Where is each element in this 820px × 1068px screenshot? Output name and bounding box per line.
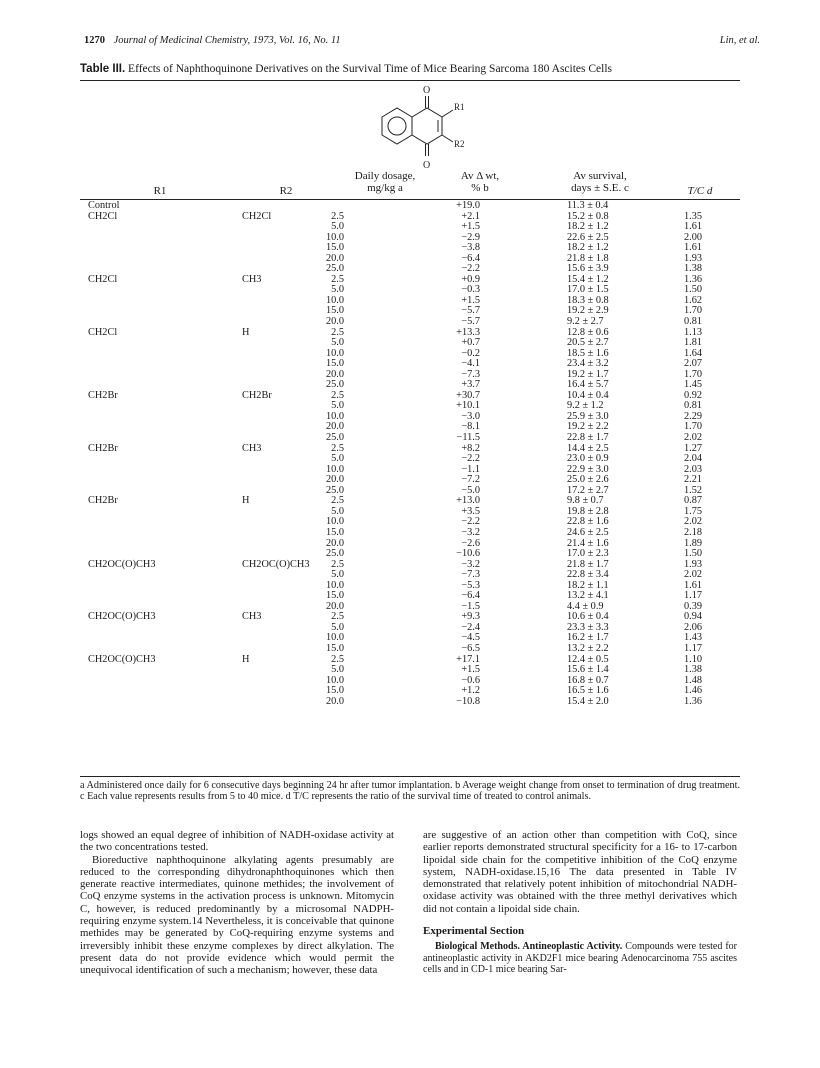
cell-wt: +2.1 — [461, 210, 480, 222]
table-row — [80, 370, 740, 381]
cell-wt: −10.6 — [456, 548, 480, 560]
cell-tc: 1.13 — [684, 326, 703, 338]
cell-tc: 1.36 — [684, 695, 703, 707]
table-row — [80, 496, 740, 507]
cell-r1: CH2Br — [88, 389, 118, 401]
page-number: 1270 — [84, 35, 105, 46]
oxygen-bottom-label: O — [423, 160, 431, 171]
cell-wt: +9.3 — [461, 611, 480, 623]
cell-surv: 9.8 ± 0.7 — [567, 495, 604, 507]
cell-r1: CH2Cl — [88, 326, 118, 338]
cell-tc: 2.29 — [684, 410, 703, 422]
cell-tc: 1.61 — [684, 242, 703, 254]
cell-surv: 16.2 ± 1.7 — [567, 632, 609, 644]
cell-r1: CH2OC(O)CH3 — [88, 611, 156, 623]
table-row — [80, 233, 740, 244]
cell-dose: 10.0 — [325, 294, 344, 306]
table-row — [80, 338, 740, 349]
cell-tc: 1.81 — [684, 337, 703, 349]
cell-dose: 5.0 — [331, 664, 344, 676]
table-row — [80, 465, 740, 476]
cell-dose: 10.0 — [325, 463, 344, 475]
cell-surv: 22.8 ± 3.4 — [567, 569, 609, 581]
cell-tc: 1.50 — [684, 284, 703, 296]
table-row — [80, 275, 740, 286]
benzene-ring — [382, 108, 412, 144]
cell-r1: CH2Br — [88, 495, 118, 507]
running-header — [84, 35, 760, 51]
cell-surv: 12.4 ± 0.5 — [567, 653, 609, 665]
cell-tc: 1.38 — [684, 263, 703, 275]
cell-dose: 20.0 — [325, 316, 344, 328]
cell-dose: 10.0 — [325, 231, 344, 243]
cell-r1: CH2Br — [88, 442, 118, 454]
cell-dose: 5.0 — [331, 453, 344, 465]
cell-surv: 16.5 ± 1.6 — [567, 685, 609, 697]
table-row — [80, 201, 740, 212]
cell-surv: 19.2 ± 1.7 — [567, 368, 609, 380]
table-row — [80, 328, 740, 339]
cell-surv: 15.4 ± 2.0 — [567, 695, 609, 707]
table-row — [80, 560, 740, 571]
cell-wt: −2.2 — [461, 453, 480, 465]
journal-citation: Journal of Medicinal Chemistry, 1973, Vol. 16, No. 11 — [113, 35, 341, 46]
cell-surv: 17.2 ± 2.7 — [567, 484, 609, 496]
table-row — [80, 391, 740, 402]
cell-wt: −2.6 — [461, 537, 480, 549]
cell-wt: −6.5 — [461, 642, 480, 654]
header-survival — [545, 170, 655, 194]
table-row — [80, 454, 740, 465]
right-paragraph-1: are suggestive of an action other than competition with CoQ, since earlier reports demonstrated structural specificity for a 16- to 17-carbon lipoidal side chain for the competitive inhibition of the CoQ enzyme system, NADH-oxidase.15,16 The data presented in Table IV demonstrated that relatively potent inhibition of mitochondrial NADH-oxidase activity was obtained with the three methyl derivatives which did not contain a lipoidal side chain. — [423, 829, 737, 915]
table-row — [80, 644, 740, 655]
table-row — [80, 602, 740, 613]
cell-dose: 5.0 — [331, 621, 344, 633]
cell-wt: +10.1 — [456, 400, 480, 412]
header-r2: R2 — [279, 185, 293, 197]
cell-tc: 1.62 — [684, 294, 703, 306]
cell-wt: +1.5 — [461, 294, 480, 306]
cell-dose: 25.0 — [325, 379, 344, 391]
table-row — [80, 623, 740, 634]
table-row — [80, 264, 740, 275]
cell-wt: +3.5 — [461, 505, 480, 517]
cell-r1: CH2OC(O)CH3 — [88, 558, 156, 570]
cell-surv: 21.8 ± 1.8 — [567, 252, 609, 264]
table-row — [80, 380, 740, 391]
cell-r1: Control — [88, 200, 120, 211]
cell-dose: 20.0 — [325, 600, 344, 612]
cell-dose: 25.0 — [325, 548, 344, 560]
cell-wt: −5.7 — [461, 305, 480, 317]
cell-dose: 5.0 — [331, 337, 344, 349]
cell-surv: 21.8 ± 1.7 — [567, 558, 609, 570]
cell-tc: 1.43 — [684, 632, 703, 644]
table-row — [80, 285, 740, 296]
cell-dose: 2.5 — [331, 389, 344, 401]
cell-surv: 22.8 ± 1.7 — [567, 432, 609, 444]
cell-wt: +30.7 — [456, 389, 480, 401]
header-survival-line1: Av survival, — [573, 170, 627, 182]
cell-tc: 0.81 — [684, 400, 703, 412]
cell-wt: −0.2 — [461, 347, 480, 359]
cell-surv: 19.2 ± 2.9 — [567, 305, 609, 317]
table-row — [80, 222, 740, 233]
cell-surv: 18.2 ± 1.1 — [567, 579, 609, 591]
cell-tc: 1.70 — [684, 305, 703, 317]
methods-label: Biological Methods. Antineoplastic Activity. — [435, 941, 623, 953]
header-tc: T/C d — [687, 185, 713, 197]
cell-tc: 1.93 — [684, 558, 703, 570]
cell-dose: 25.0 — [325, 432, 344, 444]
table-row — [80, 306, 740, 317]
cell-wt: −3.8 — [461, 242, 480, 254]
table-top-rule — [80, 80, 740, 81]
cell-surv: 16.4 ± 5.7 — [567, 379, 609, 391]
cell-tc: 1.50 — [684, 548, 703, 560]
cell-wt: −5.0 — [461, 484, 480, 496]
cell-dose: 20.0 — [325, 474, 344, 486]
table-bottom-rule — [80, 776, 740, 777]
cell-dose: 10.0 — [325, 410, 344, 422]
cell-tc: 1.17 — [684, 590, 703, 602]
cell-wt: −10.8 — [456, 695, 480, 707]
cell-tc: 1.38 — [684, 664, 703, 676]
cell-tc: 1.89 — [684, 537, 703, 549]
cell-surv: 10.6 ± 0.4 — [567, 611, 609, 623]
cell-surv: 18.2 ± 1.2 — [567, 242, 609, 254]
table-row — [80, 549, 740, 560]
table-row — [80, 401, 740, 412]
cell-tc: 2.00 — [684, 231, 703, 243]
cell-dose: 10.0 — [325, 674, 344, 686]
cell-dose: 5.0 — [331, 221, 344, 233]
cell-tc: 1.48 — [684, 674, 703, 686]
cell-r2: CH2OC(O)CH3 — [242, 558, 310, 570]
table-row — [80, 433, 740, 444]
cell-dose: 15.0 — [325, 642, 344, 654]
cell-wt: −1.5 — [461, 600, 480, 612]
r2-bond — [442, 135, 453, 142]
header-weight-line2: % b — [471, 182, 489, 194]
cell-dose: 10.0 — [325, 579, 344, 591]
cell-wt: −6.4 — [461, 252, 480, 264]
cell-tc: 0.92 — [684, 389, 703, 401]
cell-dose: 15.0 — [325, 305, 344, 317]
cell-wt: −3.0 — [461, 410, 480, 422]
cell-surv: 9.2 ± 1.2 — [567, 400, 604, 412]
cell-tc: 0.94 — [684, 611, 703, 623]
table-label: Table III. — [80, 63, 126, 75]
cell-wt: +17.1 — [456, 653, 480, 665]
methods-paragraph — [423, 941, 737, 976]
table-row — [80, 359, 740, 370]
table-row — [80, 317, 740, 328]
cell-wt: −0.6 — [461, 674, 480, 686]
cell-surv: 18.5 ± 1.6 — [567, 347, 609, 359]
cell-tc: 1.17 — [684, 642, 703, 654]
cell-surv: 9.2 ± 2.7 — [567, 316, 604, 328]
cell-surv: 23.0 ± 0.9 — [567, 453, 609, 465]
cell-surv: 18.3 ± 0.8 — [567, 294, 609, 306]
table-row — [80, 570, 740, 581]
table-row — [80, 655, 740, 666]
table-row — [80, 676, 740, 687]
cell-surv: 18.2 ± 1.2 — [567, 221, 609, 233]
cell-tc: 2.02 — [684, 432, 703, 444]
cell-surv: 16.8 ± 0.7 — [567, 674, 609, 686]
cell-dose: 2.5 — [331, 273, 344, 285]
cell-wt: −5.7 — [461, 316, 480, 328]
cell-surv: 15.2 ± 0.8 — [567, 210, 609, 222]
cell-wt: +13.3 — [456, 326, 480, 338]
oxygen-top-label: O — [423, 85, 431, 96]
cell-dose: 2.5 — [331, 495, 344, 507]
cell-dose: 5.0 — [331, 505, 344, 517]
cell-r2: CH3 — [242, 611, 262, 623]
cell-surv: 12.8 ± 0.6 — [567, 326, 609, 338]
cell-wt: −7.3 — [461, 368, 480, 380]
methods-text: Compounds were tested for antineoplastic activity in AKD2F1 mice bearing Adenocarcinoma 755 ascites cells and in CD-1 mice bearing Sar- — [423, 941, 737, 976]
cell-wt: +19.0 — [456, 200, 480, 211]
cell-surv: 22.6 ± 2.5 — [567, 231, 609, 243]
cell-wt: −2.4 — [461, 621, 480, 633]
left-paragraph-2: Bioreductive naphthoquinone alkylating agents presumably are reduced to the corresponding dihydronaphthoquinones which then generate reactive intermediates, quinone methides; the involvement of CoQ enzyme systems in the activation process is unknown. Mitomycin C, however, is reduced predominantly by a microsomal NADPH-requiring enzyme system.14 Nevertheless, it is conceivable that quinone methides may be generated by CoQ-requiring enzyme systems and irreversibly inhibit these enzyme complexes by direct alkylation. The present data do not provide evidence which would permit the unequivocal identification of such a mechanism; however, these data — [80, 853, 394, 977]
cell-wt: −3.2 — [461, 558, 480, 570]
header-weight — [440, 170, 520, 194]
cell-dose: 2.5 — [331, 611, 344, 623]
cell-dose: 20.0 — [325, 421, 344, 433]
table-row — [80, 349, 740, 360]
table-row — [80, 486, 740, 497]
cell-dose: 20.0 — [325, 695, 344, 707]
table-row — [80, 581, 740, 592]
cell-wt: +1.5 — [461, 664, 480, 676]
cell-r2: CH3 — [242, 442, 262, 454]
cell-r1: CH2OC(O)CH3 — [88, 653, 156, 665]
table-row — [80, 422, 740, 433]
cell-tc: 1.10 — [684, 653, 703, 665]
cell-tc: 1.46 — [684, 685, 703, 697]
cell-r1: CH2Cl — [88, 210, 118, 222]
cell-dose: 25.0 — [325, 263, 344, 275]
header-survival-line2: days ± S.E. c — [571, 182, 629, 194]
header-dosage-line2: mg/kg a — [367, 182, 403, 194]
cell-tc: 1.36 — [684, 273, 703, 285]
cell-dose: 10.0 — [325, 516, 344, 528]
cell-dose: 25.0 — [325, 484, 344, 496]
cell-dose: 2.5 — [331, 442, 344, 454]
cell-tc: 2.02 — [684, 569, 703, 581]
header-dosage-line1: Daily dosage, — [354, 170, 416, 182]
table-body — [80, 201, 740, 707]
cell-surv: 13.2 ± 2.2 — [567, 642, 609, 654]
header-weight-line1: Av Δ wt, — [460, 170, 500, 182]
cell-tc: 1.75 — [684, 505, 703, 517]
cell-r2: H — [242, 326, 250, 338]
cell-surv: 15.6 ± 1.4 — [567, 664, 609, 676]
cell-surv: 17.0 ± 2.3 — [567, 548, 609, 560]
cell-wt: +8.2 — [461, 442, 480, 454]
cell-tc: 2.18 — [684, 526, 703, 538]
cell-surv: 20.5 ± 2.7 — [567, 337, 609, 349]
cell-wt: +1.2 — [461, 685, 480, 697]
table-title — [80, 63, 612, 75]
cell-tc: 2.06 — [684, 621, 703, 633]
cell-surv: 13.2 ± 4.1 — [567, 590, 609, 602]
table-row — [80, 412, 740, 423]
table-caption: Effects of Naphthoquinone Derivatives on the Survival Time of Mice Bearing Sarcoma 180 Ascites Cells — [128, 63, 613, 75]
cell-dose: 2.5 — [331, 558, 344, 570]
left-paragraph-1: logs showed an equal degree of inhibition of NADH-oxidase activity at the two concentrations tested. — [80, 829, 394, 854]
cell-wt: −1.1 — [461, 463, 480, 475]
cell-tc: 1.35 — [684, 210, 703, 222]
cell-surv: 22.8 ± 1.6 — [567, 516, 609, 528]
cell-dose: 15.0 — [325, 358, 344, 370]
header-dosage — [330, 170, 440, 194]
cell-surv: 23.3 ± 3.3 — [567, 621, 609, 633]
cell-wt: −5.3 — [461, 579, 480, 591]
table-row — [80, 591, 740, 602]
cell-wt: −11.5 — [456, 432, 480, 444]
table-row — [80, 633, 740, 644]
cell-tc: 0.39 — [684, 600, 703, 612]
cell-tc: 2.03 — [684, 463, 703, 475]
cell-tc: 2.07 — [684, 358, 703, 370]
r1-label: R1 — [454, 102, 465, 112]
cell-tc: 1.27 — [684, 442, 703, 454]
cell-dose: 5.0 — [331, 569, 344, 581]
table-row — [80, 507, 740, 518]
r2-label: R2 — [454, 139, 465, 149]
cell-wt: −0.3 — [461, 284, 480, 296]
cell-wt: −6.4 — [461, 590, 480, 602]
cell-surv: 19.2 ± 2.2 — [567, 421, 609, 433]
cell-dose: 20.0 — [325, 252, 344, 264]
cell-dose: 15.0 — [325, 685, 344, 697]
cell-tc: 0.87 — [684, 495, 703, 507]
cell-surv: 19.8 ± 2.8 — [567, 505, 609, 517]
body-column-right — [423, 829, 737, 976]
header-r1: R1 — [153, 185, 167, 197]
cell-surv: 25.0 ± 2.6 — [567, 474, 609, 486]
table-footnote: a Administered once daily for 6 consecutive days beginning 24 hr after tumor implantation. b Average weight change from onset to termination of drug treatment. c Each value represents results from 5 to 40 mice. d T/C represents the ratio of the survival time of treated to control animals. — [80, 780, 740, 802]
cell-r2: CH2Cl — [242, 210, 272, 222]
cell-surv: 24.6 ± 2.5 — [567, 526, 609, 538]
running-authors: Lin, et al. — [719, 35, 760, 46]
table-row — [80, 528, 740, 539]
cell-r2: H — [242, 653, 250, 665]
r1-bond — [442, 110, 453, 117]
cell-r2: H — [242, 495, 250, 507]
cell-r2: CH3 — [242, 273, 262, 285]
body-column-left — [80, 829, 394, 977]
cell-tc: 1.70 — [684, 368, 703, 380]
cell-dose: 20.0 — [325, 537, 344, 549]
cell-tc: 1.93 — [684, 252, 703, 264]
cell-dose: 2.5 — [331, 653, 344, 665]
cell-r1: CH2Cl — [88, 273, 118, 285]
cell-tc: 1.45 — [684, 379, 703, 391]
cell-wt: −7.3 — [461, 569, 480, 581]
cell-wt: −4.5 — [461, 632, 480, 644]
cell-dose: 15.0 — [325, 242, 344, 254]
cell-surv: 17.0 ± 1.5 — [567, 284, 609, 296]
cell-tc: 1.52 — [684, 484, 703, 496]
cell-surv: 14.4 ± 2.5 — [567, 442, 609, 454]
cell-tc: 1.64 — [684, 347, 703, 359]
cell-surv: 10.4 ± 0.4 — [567, 389, 609, 401]
cell-dose: 15.0 — [325, 526, 344, 538]
table-row — [80, 612, 740, 623]
cell-wt: −7.2 — [461, 474, 480, 486]
cell-wt: −8.1 — [461, 421, 480, 433]
table-row — [80, 475, 740, 486]
cell-wt: −2.2 — [461, 516, 480, 528]
cell-surv: 15.6 ± 3.9 — [567, 263, 609, 275]
cell-wt: +13.0 — [456, 495, 480, 507]
cell-dose: 2.5 — [331, 326, 344, 338]
cell-wt: −2.2 — [461, 263, 480, 275]
cell-surv: 22.9 ± 3.0 — [567, 463, 609, 475]
table-row — [80, 686, 740, 697]
cell-surv: 4.4 ± 0.9 — [567, 600, 604, 612]
cell-surv: 23.4 ± 3.2 — [567, 358, 609, 370]
cell-tc: 2.02 — [684, 516, 703, 528]
cell-dose: 10.0 — [325, 347, 344, 359]
table-row — [80, 517, 740, 528]
cell-tc: 0.81 — [684, 316, 703, 328]
cell-wt: +3.7 — [461, 379, 480, 391]
cell-wt: +0.7 — [461, 337, 480, 349]
cell-tc: 1.61 — [684, 221, 703, 233]
cell-surv: 21.4 ± 1.6 — [567, 537, 609, 549]
table-row — [80, 296, 740, 307]
cell-dose: 15.0 — [325, 590, 344, 602]
table-row — [80, 444, 740, 455]
cell-surv: 15.4 ± 1.2 — [567, 273, 609, 285]
aromatic-circle — [388, 117, 406, 135]
cell-wt: −3.2 — [461, 526, 480, 538]
cell-wt: +0.9 — [461, 273, 480, 285]
cell-wt: +1.5 — [461, 221, 480, 233]
cell-dose: 5.0 — [331, 400, 344, 412]
table-row — [80, 212, 740, 223]
cell-wt: −4.1 — [461, 358, 480, 370]
cell-tc: 1.61 — [684, 579, 703, 591]
cell-tc: 2.04 — [684, 453, 703, 465]
cell-dose: 5.0 — [331, 284, 344, 296]
cell-surv: 11.3 ± 0.4 — [567, 200, 609, 211]
table-row — [80, 697, 740, 708]
cell-wt: −2.9 — [461, 231, 480, 243]
cell-dose: 20.0 — [325, 368, 344, 380]
table-row — [80, 665, 740, 676]
cell-r2: CH2Br — [242, 389, 272, 401]
cell-surv: 25.9 ± 3.0 — [567, 410, 609, 422]
table-row — [80, 539, 740, 550]
naphthoquinone-structure-diagram — [360, 82, 480, 172]
table-row — [80, 254, 740, 265]
header-rule — [80, 199, 740, 200]
cell-dose: 10.0 — [325, 632, 344, 644]
cell-tc: 1.70 — [684, 421, 703, 433]
cell-dose: 2.5 — [331, 210, 344, 222]
experimental-section-heading: Experimental Section — [423, 925, 525, 938]
cell-tc: 2.21 — [684, 474, 703, 486]
table-row — [80, 243, 740, 254]
